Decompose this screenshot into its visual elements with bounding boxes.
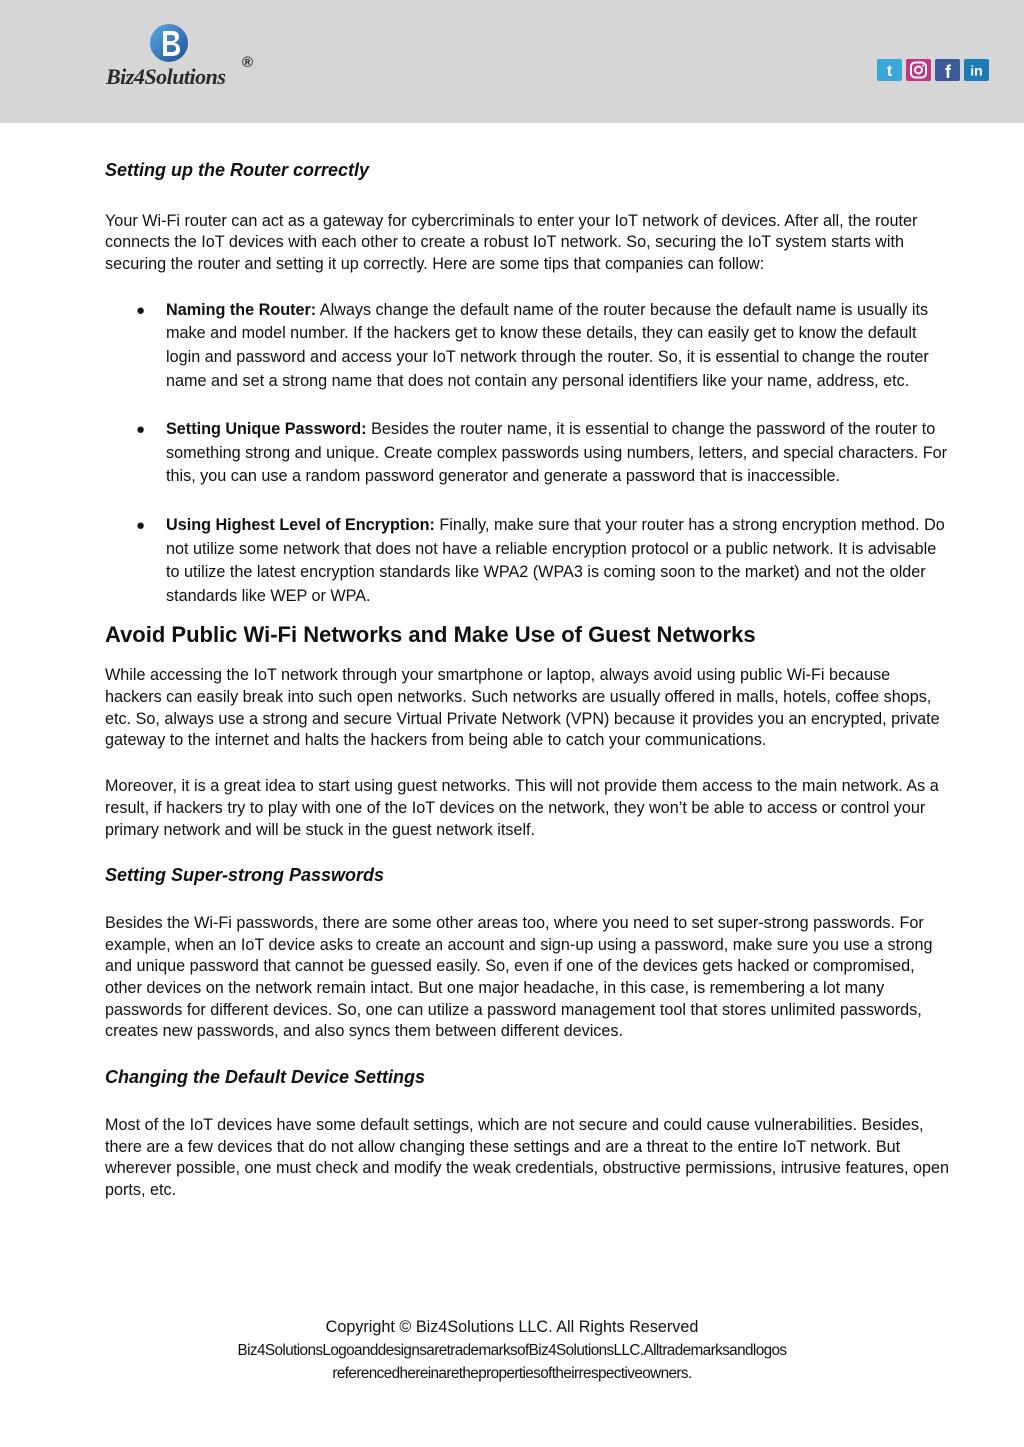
document-body [105, 160, 950, 1202]
bullet-icon: ● [136, 516, 146, 534]
svg-text:t: t [886, 63, 893, 80]
list-item [105, 299, 950, 393]
twitter-icon[interactable] [877, 59, 902, 81]
bullet-text: Finally, make sure that your router has a strong encryption method. Do not utilize some network that does not have a reliable encryption protocol or a public network. It is advisable to utilize the latest encryption standards like WPA2 (WPA3 is coming soon to the market) and not the older standards like WEP or WPA. [166, 515, 945, 605]
copyright-text: Copyright © Biz4Solutions LLC. All Rights Reserved [325, 1318, 699, 1336]
linkedin-icon[interactable] [964, 59, 989, 81]
bullet-icon: ● [136, 301, 146, 319]
bullet-title: Using Highest Level of Encryption: [166, 515, 435, 534]
page-header [0, 0, 1024, 123]
guest-network-paragraph: Moreover, it is a great idea to start using guest networks. This will not provide them access to the main network. As a result, if hackers try to play with one of the IoT devices on the network, they won’t be able to access or control your primary network and will be stuck in the guest network itself. [105, 777, 939, 839]
brand-name: Biz4Solutions [106, 64, 226, 89]
registered-mark: ® [242, 54, 254, 71]
heading-default-settings: Changing the Default Device Settings [105, 1067, 426, 1088]
heading-passwords: Setting Super-strong Passwords [105, 865, 385, 886]
facebook-icon[interactable] [935, 59, 960, 81]
public-wifi-paragraph: While accessing the IoT network through your smartphone or laptop, always avoid using public Wi-Fi because hackers can easily break into such open networks. Such networks are usually offered in malls, hotels, coffee shops, etc. So, always use a strong and secure Virtual Private Network (VPN) because it provides you an encrypted, private gateway to the internet and halts the hackers from being able to catch your communications. [105, 666, 940, 750]
biz4solutions-logo[interactable] [104, 22, 264, 92]
social-links [877, 59, 993, 81]
bullet-title: Setting Unique Password: [166, 420, 367, 439]
router-intro-paragraph: Your Wi-Fi router can act as a gateway for cybercriminals to enter your IoT network of devices. After all, the router connects the IoT devices with each other to create a robust IoT network. So, securing the IoT system starts with securing the router and setting it up correctly. Here are some tips that companies can follow: [105, 211, 918, 274]
list-item [105, 418, 950, 489]
svg-text:in: in [970, 62, 983, 79]
heading-public-wifi: Avoid Public Wi-Fi Networks and Make Use of Guest Networks [105, 622, 756, 648]
svg-text:f: f [945, 62, 951, 81]
bullet-text: Always change the default name of the router because the default name is usually its make and model number. If the hackers get to know these details, they can easily get to know the default login and password and access your IoT network through the router. So, it is essential to change the router name and set a strong name that does not contain any personal identifiers like your name, address, etc. [166, 300, 929, 390]
router-tips-list [105, 299, 950, 609]
trademark-owners-text: referencedhereinarethepropertiesoftheirrespectiveowners. [332, 1365, 692, 1382]
bullet-icon: ● [136, 421, 146, 439]
default-settings-paragraph: Most of the IoT devices have some default settings, which are not secure and could cause vulnerabilities. Besides, there are a few devices that do not allow changing these settings and are a threat to the entire IoT network. But wherever possible, one must check and modify the weak credentials, obstructive permissions, intrusive features, open ports, etc. [105, 1115, 949, 1199]
logo-mark-icon [148, 22, 190, 64]
trademark-text: Biz4SolutionsLogoanddesignsaretrademarksofBiz4SolutionsLLC.Alltrademarksandlogos [237, 1342, 787, 1359]
page-footer [0, 1316, 1024, 1385]
passwords-paragraph: Besides the Wi-Fi passwords, there are some other areas too, where you need to set super-strong passwords. For example, when an IoT device asks to create an account and sign-up using a password, make sure you use a strong and unique password that cannot be guessed easily. So, even if one of the devices gets hacked or compromised, other devices on the network remain intact. But one major headache, in this case, is remembering a lot many passwords for different devices. So, one can utilize a password management tool that stores unlimited passwords, creates new passwords, and also syncs them between different devices. [105, 913, 933, 1041]
instagram-icon[interactable] [906, 59, 931, 81]
bullet-text: Besides the router name, it is essential to change the password of the router to something strong and unique. Create complex passwords using numbers, letters, and special characters. For this, you can use a random password generator and generate a password that is inaccessible. [166, 420, 947, 486]
list-item [105, 514, 950, 608]
heading-router-setup: Setting up the Router correctly [105, 160, 370, 180]
bullet-title: Naming the Router: [166, 300, 317, 319]
